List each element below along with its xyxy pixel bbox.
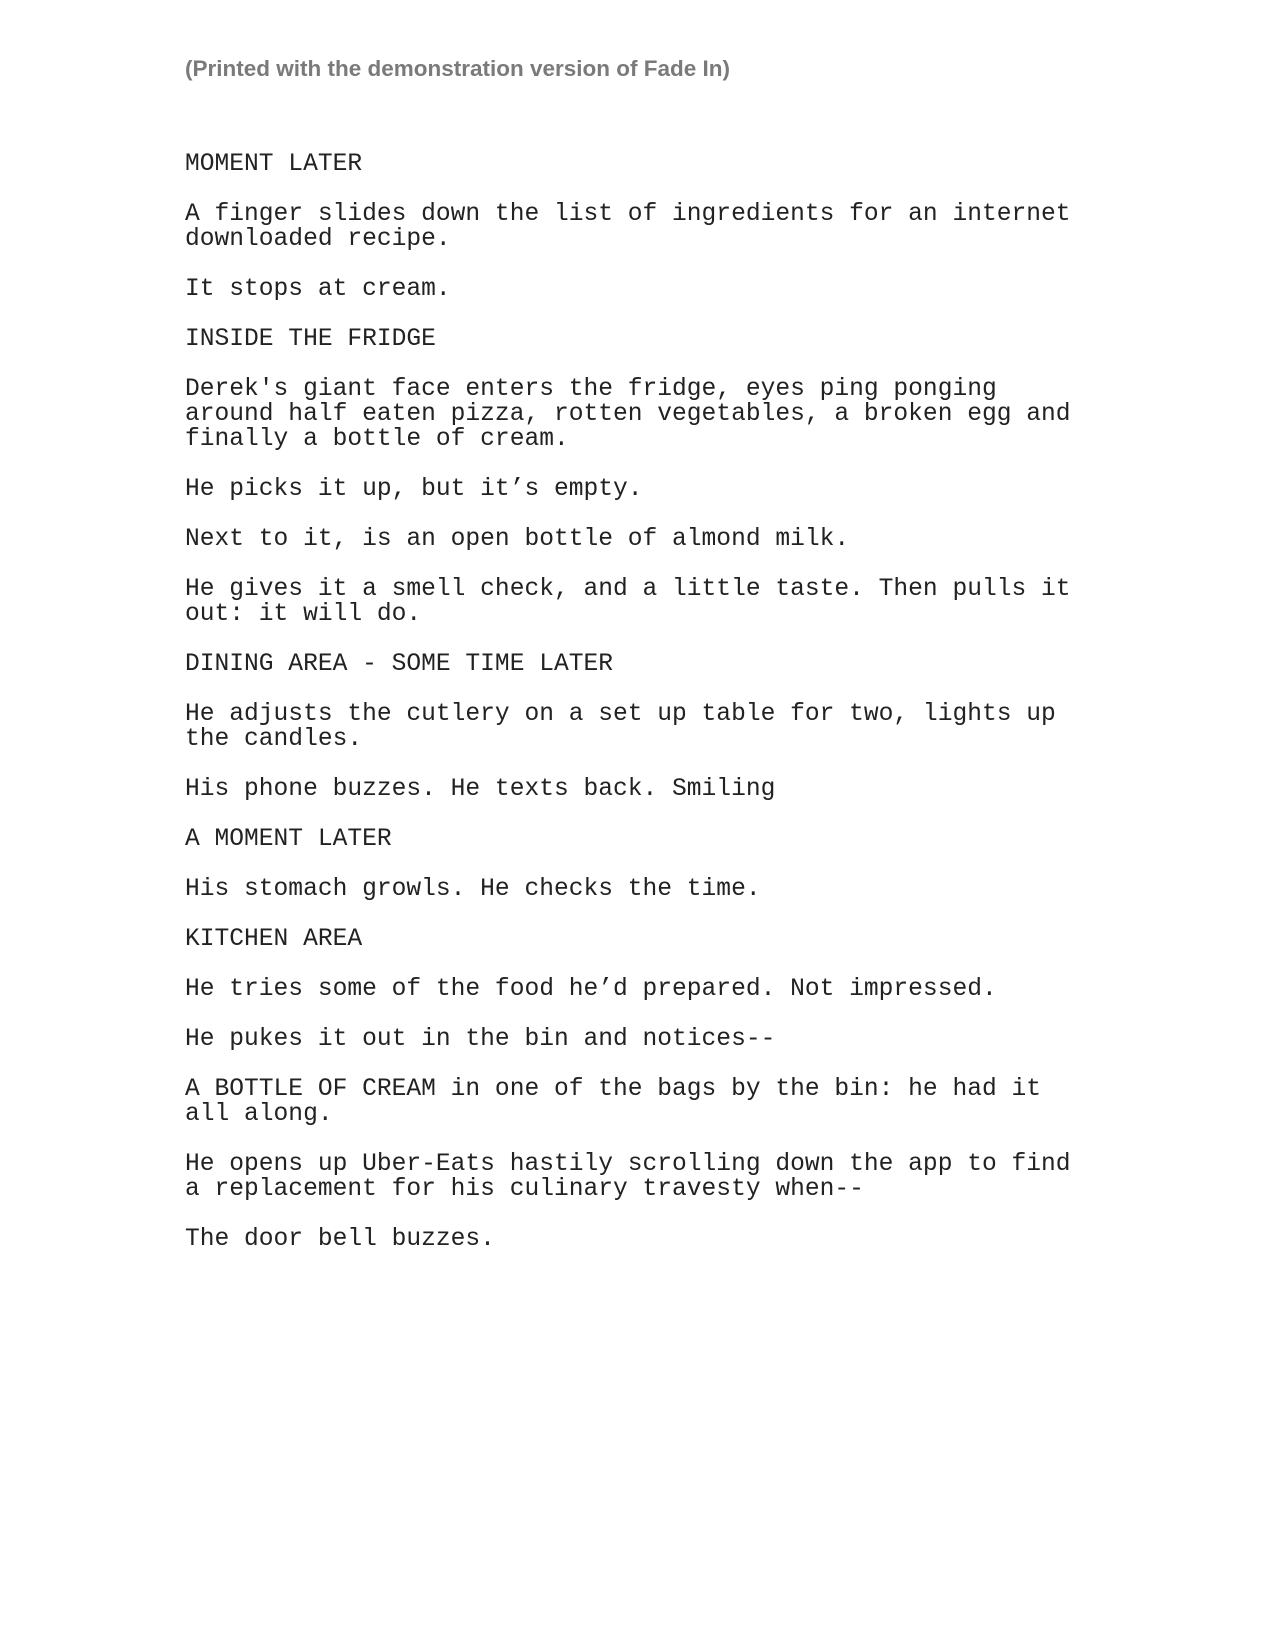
script-line: A MOMENT LATER xyxy=(185,826,392,853)
script-line: Derek's giant face enters the fridge, eyes ping ponging xyxy=(185,376,997,403)
action-paragraph xyxy=(185,202,1105,252)
action-paragraph xyxy=(185,977,1105,1002)
action-paragraph xyxy=(185,777,1105,802)
script-body xyxy=(185,152,1105,1277)
action-paragraph xyxy=(185,702,1105,752)
action-paragraph xyxy=(185,1152,1105,1202)
action-paragraph xyxy=(185,1227,1105,1252)
script-line: INSIDE THE FRIDGE xyxy=(185,326,436,353)
script-line: It stops at cream. xyxy=(185,276,451,303)
script-line: around half eaten pizza, rotten vegetables, a broken egg and xyxy=(185,401,1071,428)
scene-heading xyxy=(185,327,1105,352)
script-line: He gives it a smell check, and a little taste. Then pulls it xyxy=(185,576,1071,603)
script-line: He opens up Uber-Eats hastily scrolling down the app to find xyxy=(185,1151,1071,1178)
script-line: finally a bottle of cream. xyxy=(185,426,569,453)
script-line: MOMENT LATER xyxy=(185,151,363,178)
script-line: downloaded recipe. xyxy=(185,226,451,253)
action-paragraph xyxy=(185,877,1105,902)
script-line: He picks it up, but it’s empty. xyxy=(185,476,643,503)
action-paragraph xyxy=(185,277,1105,302)
demo-watermark: (Printed with the demonstration version of Fade In) xyxy=(185,56,731,81)
action-paragraph xyxy=(185,477,1105,502)
script-line: Next to it, is an open bottle of almond milk. xyxy=(185,526,850,553)
script-line: out: it will do. xyxy=(185,601,422,628)
script-line: all along. xyxy=(185,1101,333,1128)
script-line: the candles. xyxy=(185,726,363,753)
action-paragraph xyxy=(185,377,1105,452)
script-line: DINING AREA - SOME TIME LATER xyxy=(185,651,614,678)
script-line: He tries some of the food he’d prepared. Not impressed. xyxy=(185,976,997,1003)
script-line: A finger slides down the list of ingredients for an internet xyxy=(185,201,1071,228)
scene-heading xyxy=(185,652,1105,677)
script-line: KITCHEN AREA xyxy=(185,926,363,953)
action-paragraph xyxy=(185,1027,1105,1052)
scene-heading xyxy=(185,927,1105,952)
action-paragraph xyxy=(185,527,1105,552)
script-line: His phone buzzes. He texts back. Smiling xyxy=(185,776,776,803)
script-line: A BOTTLE OF CREAM in one of the bags by the bin: he had it xyxy=(185,1076,1042,1103)
script-line: The door bell buzzes. xyxy=(185,1226,495,1253)
scene-heading xyxy=(185,827,1105,852)
action-paragraph xyxy=(185,1077,1105,1127)
action-paragraph xyxy=(185,577,1105,627)
script-line: His stomach growls. He checks the time. xyxy=(185,876,761,903)
script-line: a replacement for his culinary travesty when-- xyxy=(185,1176,864,1203)
script-line: He pukes it out in the bin and notices-- xyxy=(185,1026,776,1053)
script-line: He adjusts the cutlery on a set up table for two, lights up xyxy=(185,701,1056,728)
scene-heading xyxy=(185,152,1105,177)
